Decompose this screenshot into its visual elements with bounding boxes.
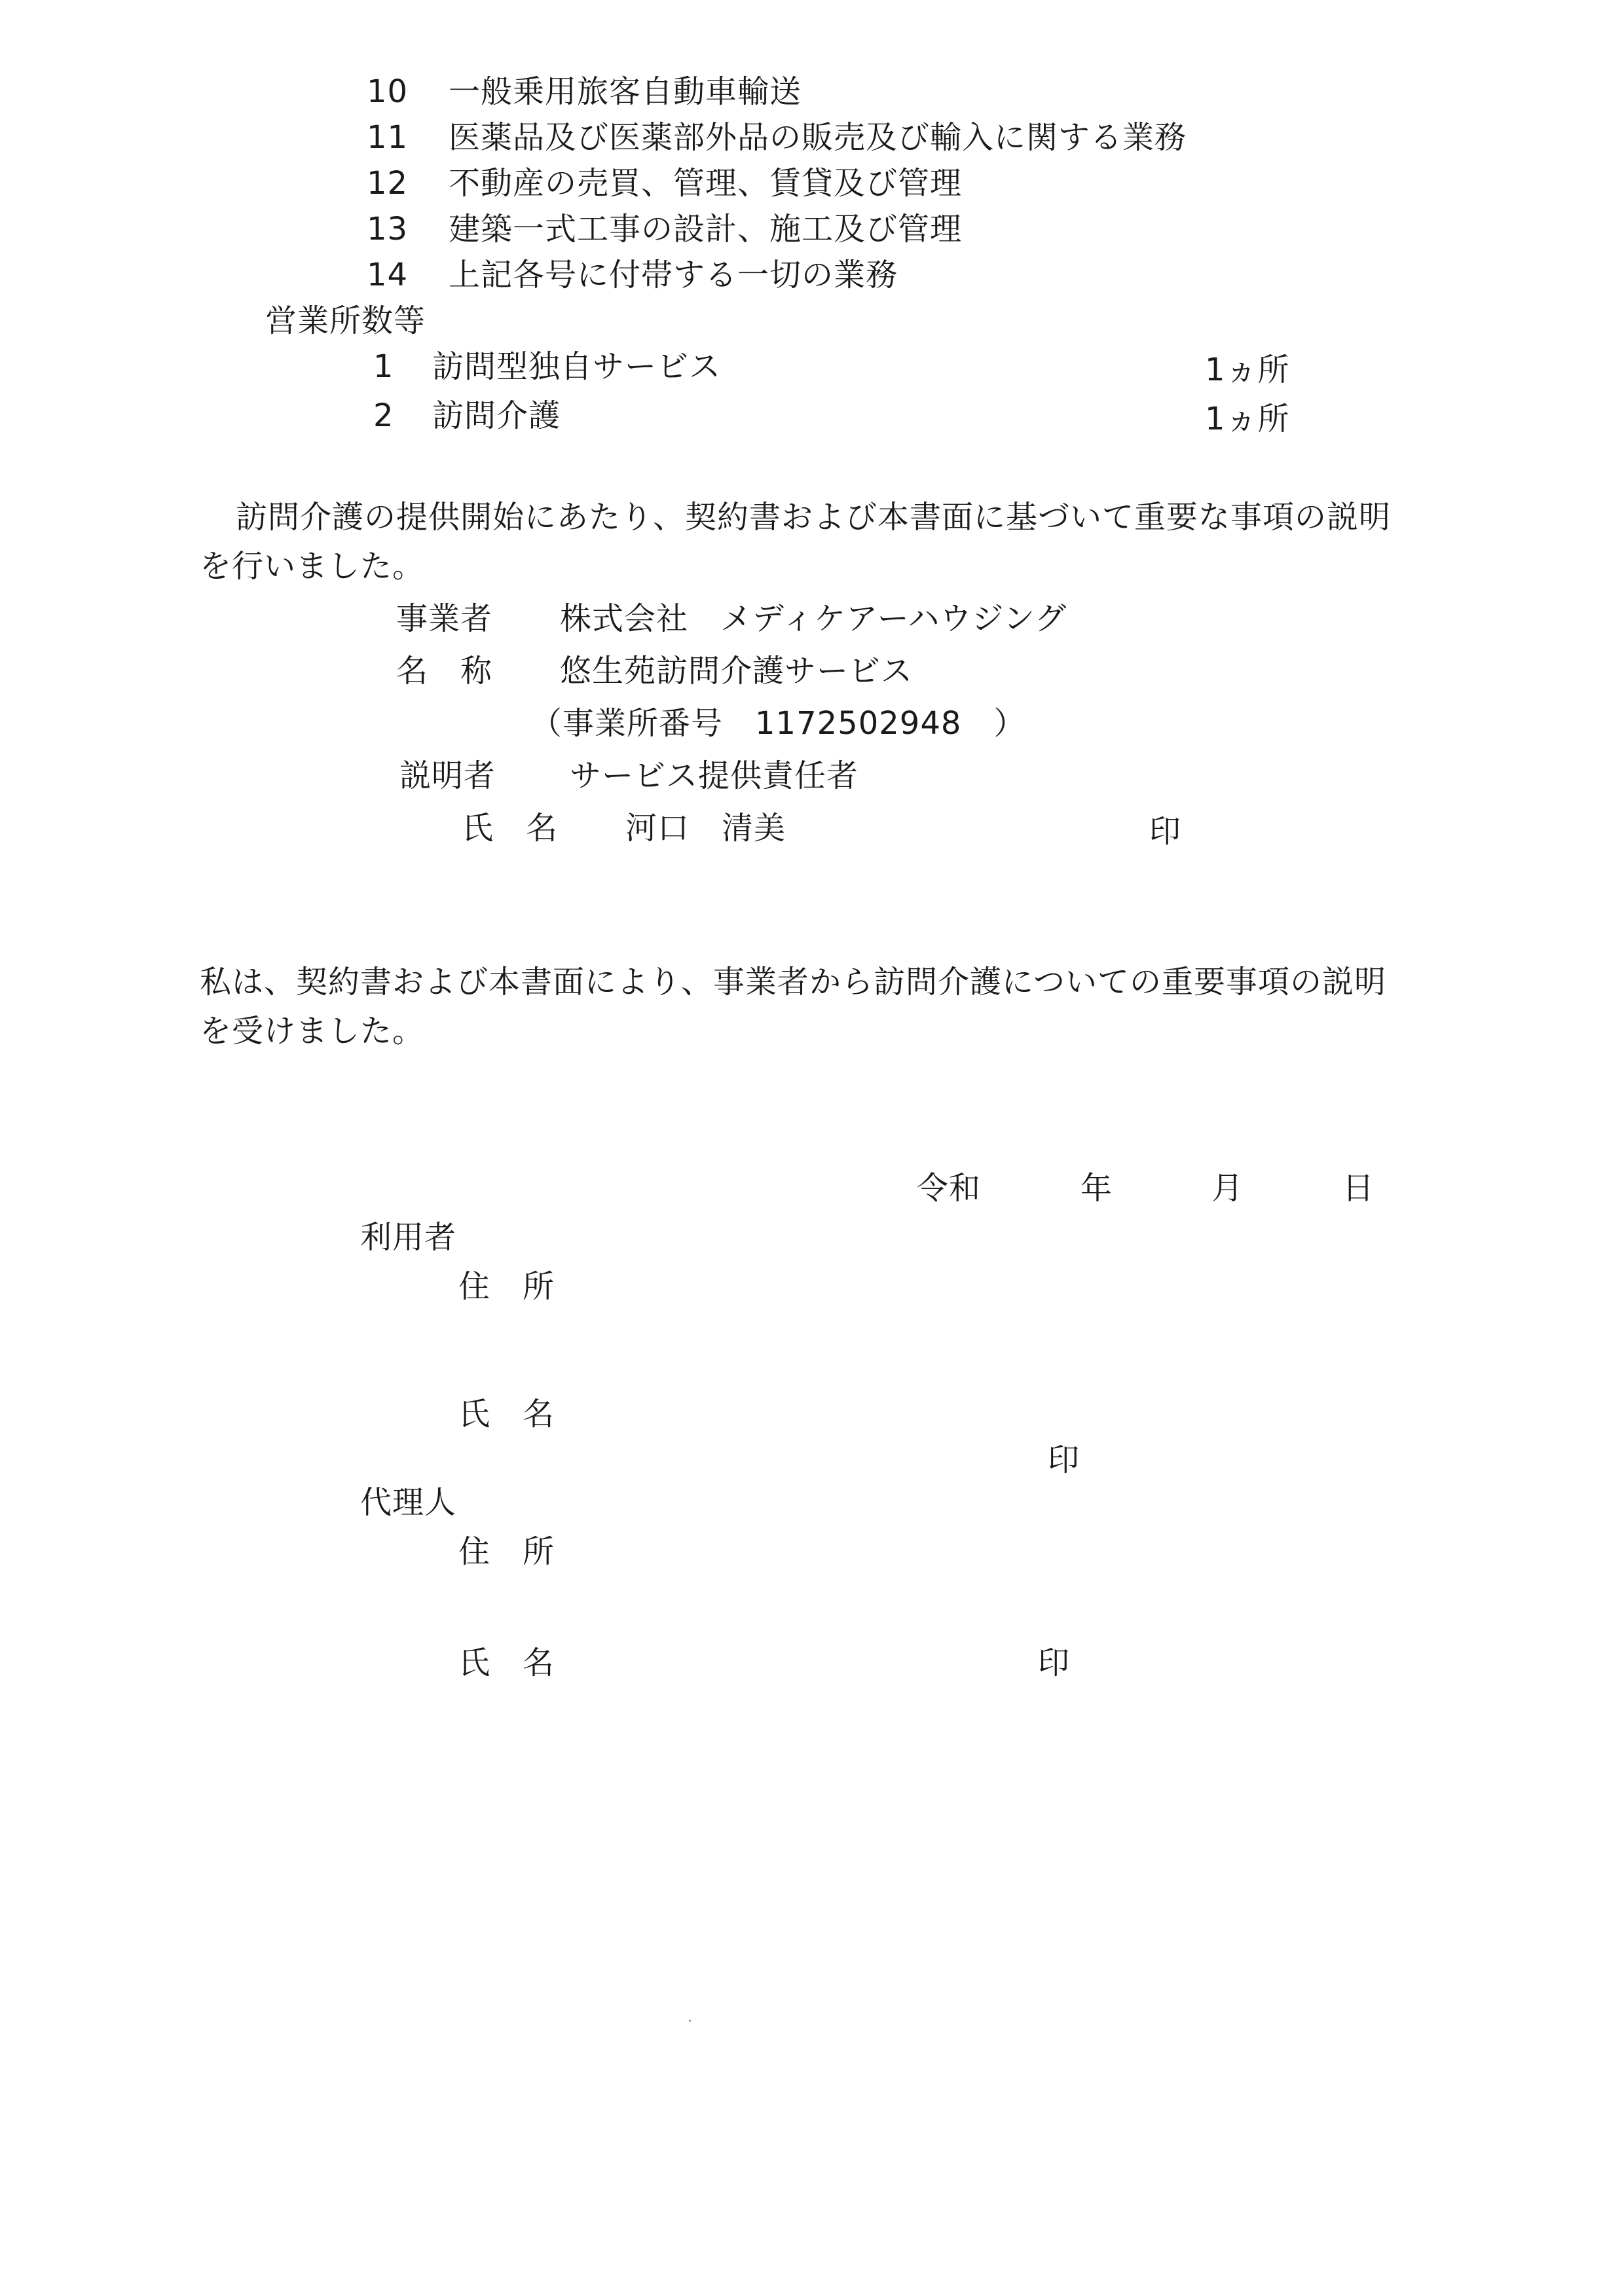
provider-statement-line2: を行いました。 bbox=[200, 548, 425, 585]
office-no: 2 bbox=[373, 397, 394, 434]
provider-business-value: 株式会社 メディケアーハウジング bbox=[560, 600, 1067, 637]
business-item-no: 11 bbox=[367, 119, 409, 156]
provider-explainer-value: サービス提供責任者 bbox=[570, 757, 859, 794]
scan-speck bbox=[689, 2020, 691, 2022]
office-count: 1ヵ所 bbox=[1205, 352, 1290, 388]
offices-heading: 営業所数等 bbox=[265, 302, 426, 339]
provider-seal: 印 bbox=[1149, 813, 1182, 850]
user-address-label: 住 所 bbox=[458, 1268, 555, 1305]
agent-heading: 代理人 bbox=[360, 1484, 457, 1521]
business-item-no: 13 bbox=[367, 211, 409, 247]
business-item-text: 上記各号に付帯する一切の業務 bbox=[449, 257, 898, 293]
office-count: 1ヵ所 bbox=[1205, 401, 1290, 437]
office-name: 訪問型独自サービス bbox=[432, 348, 722, 385]
office-no: 1 bbox=[373, 348, 394, 385]
date-era: 令和 bbox=[917, 1170, 982, 1207]
provider-explainer-label: 説明者 bbox=[399, 757, 496, 794]
business-item-text: 一般乗用旅客自動車輸送 bbox=[449, 73, 802, 110]
business-item-no: 12 bbox=[367, 165, 409, 202]
agent-name-label: 氏 名 bbox=[458, 1645, 555, 1681]
provider-name-value: 悠生苑訪問介護サービス bbox=[560, 653, 913, 689]
office-name: 訪問介護 bbox=[432, 397, 561, 434]
provider-business-label: 事業者 bbox=[396, 600, 493, 637]
business-item-no: 10 bbox=[367, 73, 409, 110]
agent-address-label: 住 所 bbox=[458, 1533, 555, 1570]
user-statement-line2: を受けました。 bbox=[200, 1013, 425, 1049]
business-item-text: 不動産の売買、管理、賃貸及び管理 bbox=[449, 165, 963, 202]
user-seal: 印 bbox=[1048, 1442, 1080, 1478]
provider-name-label: 名 称 bbox=[396, 653, 493, 689]
date-year: 年 bbox=[1080, 1170, 1113, 1207]
agent-seal: 印 bbox=[1038, 1645, 1071, 1681]
date-month: 月 bbox=[1211, 1170, 1244, 1207]
user-statement-line1: 私は、契約書および本書面により、事業者から訪問介護についての重要事項の説明 bbox=[200, 964, 1387, 1000]
user-name-label: 氏 名 bbox=[458, 1396, 555, 1432]
provider-person-value: 河口 清美 bbox=[625, 810, 786, 847]
provider-office-number: （事業所番号 1172502948 ） bbox=[530, 705, 1026, 742]
user-heading: 利用者 bbox=[360, 1219, 457, 1256]
provider-statement-line1: 訪問介護の提供開始にあたり、契約書および本書面に基づいて重要な事項の説明 bbox=[236, 499, 1392, 536]
business-item-no: 14 bbox=[367, 257, 409, 293]
provider-person-label: 氏 名 bbox=[462, 810, 559, 847]
business-item-text: 医薬品及び医薬部外品の販売及び輸入に関する業務 bbox=[449, 119, 1187, 156]
business-item-text: 建築一式工事の設計、施工及び管理 bbox=[449, 211, 963, 247]
date-day: 日 bbox=[1342, 1170, 1375, 1207]
